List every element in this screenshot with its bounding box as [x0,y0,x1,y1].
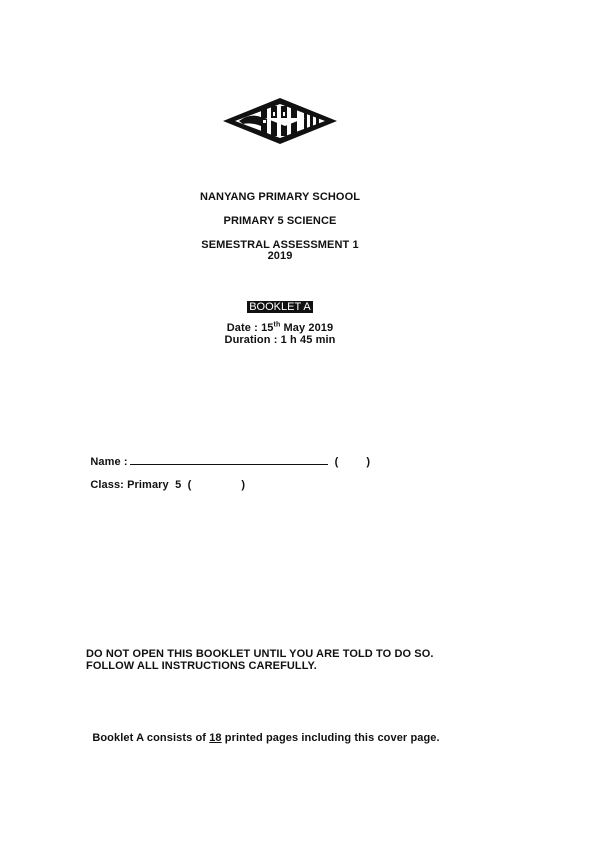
exam-date [0,322,560,334]
name-label: Name : [90,456,128,468]
page-count: 18 [209,732,222,744]
school-name: NANYANG PRIMARY SCHOOL [199,191,361,203]
exam-duration: Duration : 1 h 45 min [224,334,336,346]
subject-title: PRIMARY 5 SCIENCE [223,215,337,227]
date-suffix: May 2019 [280,322,334,334]
name-input-line[interactable] [130,455,328,465]
date-prefix: Date : 15 [226,322,274,334]
class-label: Class: Primary 5 ( [90,479,192,491]
school-crest-logo [221,96,339,146]
booklet-label-wrap [0,297,560,315]
instruction-line-2: FOLLOW ALL INSTRUCTIONS CAREFULLY. [86,660,317,672]
assessment-title: SEMESTRAL ASSESSMENT 1 [201,239,359,251]
assessment-year: 2019 [267,250,293,262]
name-field-row [84,443,370,468]
page-count-prefix: Booklet A consists of [92,732,210,744]
class-field-row [84,467,245,491]
page-count-note [86,720,440,744]
class-bracket-close: ) [241,479,246,491]
page-count-suffix: printed pages including this cover page. [221,732,440,744]
date-ordinal: th [273,321,281,329]
instruction-line-1: DO NOT OPEN THIS BOOKLET UNTIL YOU ARE TOLD TO DO SO. [86,648,434,660]
index-bracket-open: ( [334,456,339,468]
index-bracket-close: ) [366,456,371,468]
booklet-label: BOOKLET A [249,301,311,313]
